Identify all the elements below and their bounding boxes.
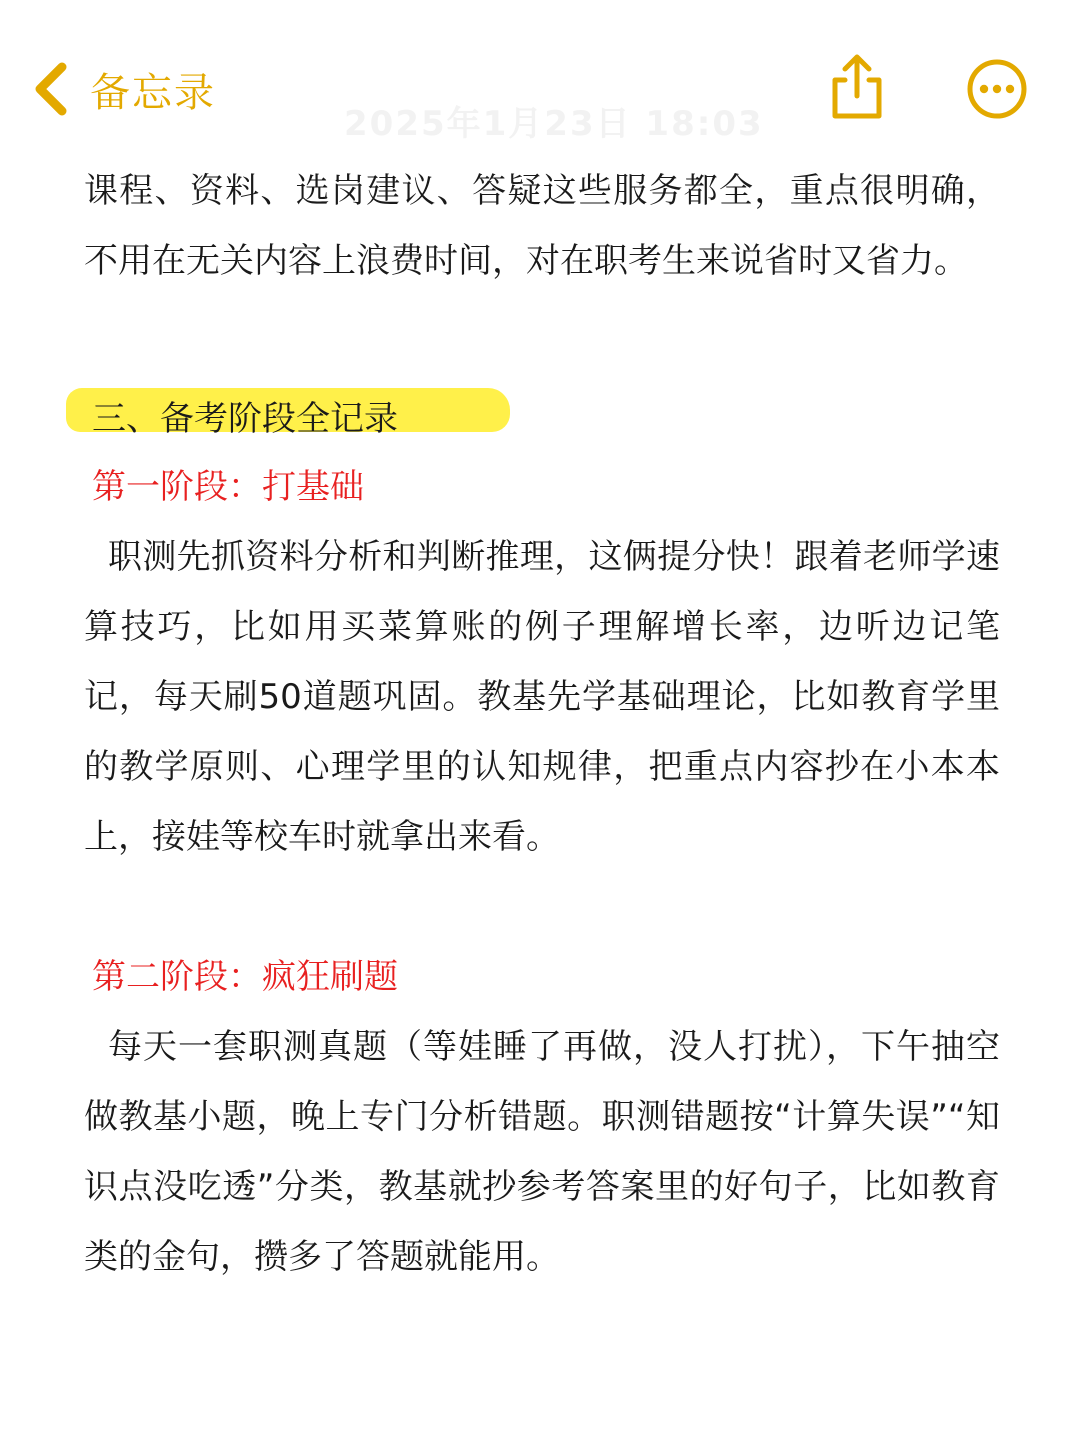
note-date: 2025年1月23日 18:03 [344, 104, 764, 144]
stage1-title: 第一阶段：打基础 [92, 467, 364, 507]
back-button[interactable] [28, 54, 216, 124]
chevron-left-icon [28, 59, 72, 119]
intro-paragraph: 课程、资料、选岗建议、答疑这些服务都全，重点很明确，不用在无关内容上浪费时间，对在职考生来说省时又省力。 [84, 171, 1000, 281]
stage2-title: 第二阶段：疯狂刷题 [92, 957, 398, 997]
share-icon[interactable] [826, 52, 888, 122]
paragraph-spacer [84, 872, 1000, 942]
stage2-body: 每天一套职测真题（等娃睡了再做，没人打扰），下午抽空做教基小题，晚上专门分析错题。职测错题按“计算失误”“知识点没吃透”分类，教基就抄参考答案里的好句子，比如教育类的金句，攒多了答题就能用。 [84, 1027, 1000, 1277]
section-heading-text: 三、备考阶段全记录 [92, 399, 398, 439]
stage1-body: 职测先抓资料分析和判断推理，这俩提分快！跟着老师学速算技巧，比如用买菜算账的例子理解增长率，边听边记笔记，每天刷50道题巩固。教基先学基础理论，比如教育学里的教学原则、心理学里的认知规律，把重点内容抄在小本本上，接娃等校车时就拿出来看。 [84, 537, 1000, 857]
section-heading [84, 386, 1000, 452]
note-body[interactable] [84, 156, 1000, 1292]
ellipsis-circle-icon[interactable] [966, 58, 1028, 120]
back-label: 备忘录 [90, 69, 216, 116]
